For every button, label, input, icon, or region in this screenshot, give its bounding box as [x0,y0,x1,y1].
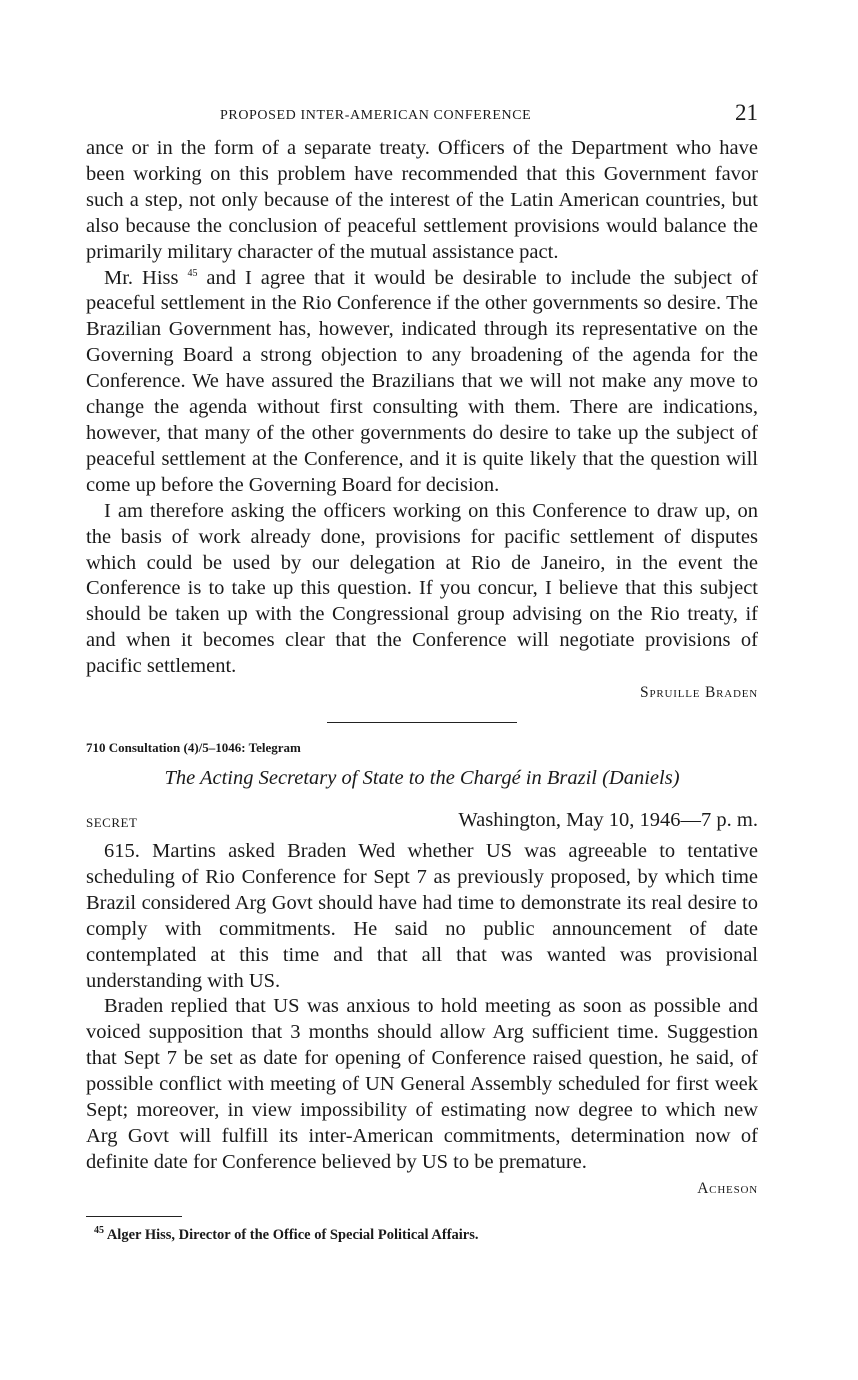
footnote-text: Alger Hiss, Director of the Office of Special Political Affairs. [106,1226,479,1243]
running-title: PROPOSED INTER-AMERICAN CONFERENCE [220,108,532,123]
section-divider [327,722,517,723]
footnote-marker: 45 [187,267,198,279]
running-head [86,96,758,136]
page-number: 21 [735,100,758,125]
footnote-number: 45 [94,1224,104,1236]
document-title: The Acting Secretary of State to the Chargé in Brazil (Daniels) [164,767,680,790]
memo-signature: Spruille Braden [640,684,758,702]
classification: SECRET [86,815,138,831]
telegram-signature: Acheson [697,1179,758,1197]
memo-paragraph-1: ance or in the form of a separate treaty. Officers of the Department who have been working on this problem have recommended that this Government favor such a step, not only because of the interest of the Latin American countries, but also because the conclusion of peaceful settlement provisions would balance the primarily military character of the mutual assistance pact. [86,137,758,263]
telegram-paragraph-2: Braden replied that US was anxious to hold meeting as soon as possible and voiced supposition that 3 months should allow Arg sufficient time. Suggestion that Sept 7 be set as date for opening of Conference raised question, he said, of possible conflict with meeting of UN General Assembly scheduled for first week Sept; moreover, in view impossibility of estimating now degree to which new Arg Govt will fulfill its inter-American commitments, determination now of definite date for Conference believed by US to be premature. [86,995,758,1173]
dateline [86,809,758,835]
file-reference: 710 Consultation (4)/5–1046: Telegram [86,740,301,756]
memo-paragraph-2-lead: Mr. Hiss [104,266,179,289]
footnote [94,1224,758,1244]
place-date: Washington, May 10, 1946—7 p. m. [458,809,758,832]
memo-paragraph-2-body: and I agree that it would be desirable to include the subject of peaceful settlement in the Rio Conference if the other governments so desire. The Brazilian Government has, however, indicated through its representative on the Governing Board a strong objection to any broadening of the agenda for the Conference. We have assured the Brazilians that we will not make any move to change the agenda without first consulting with them. There are indications, however, that many of the other governments do desire to take up the subject of peaceful settlement at the Conference, and it is quite likely that the question will come up before the Governing Board for decision. [86,266,759,496]
footnote-rule [86,1216,182,1217]
memo-paragraph-2 [86,266,758,499]
memo-paragraph-3: I am therefore asking the officers working on this Conference to draw up, on the basis of work already done, provisions for pacific settlement of disputes which could be used by our delegation at Rio de Janeiro, in the event the Conference is to take up this question. If you concur, I believe that this subject should be taken up with the Congressional group advising on the Rio treaty, if and when it becomes clear that the Conference will negotiate provisions of pacific settlement. [86,499,758,678]
telegram-paragraph-1: 615. Martins asked Braden Wed whether US was agreeable to tentative scheduling of Rio Conference for Sept 7 as previously proposed, by which time Brazil considered Arg Govt should have had time to demonstrate its real desire to comply with commitments. He said no public announcement of date contemplated at this time and that all that was wanted was provisional understanding with US. [86,840,758,992]
document-page [86,96,758,1244]
